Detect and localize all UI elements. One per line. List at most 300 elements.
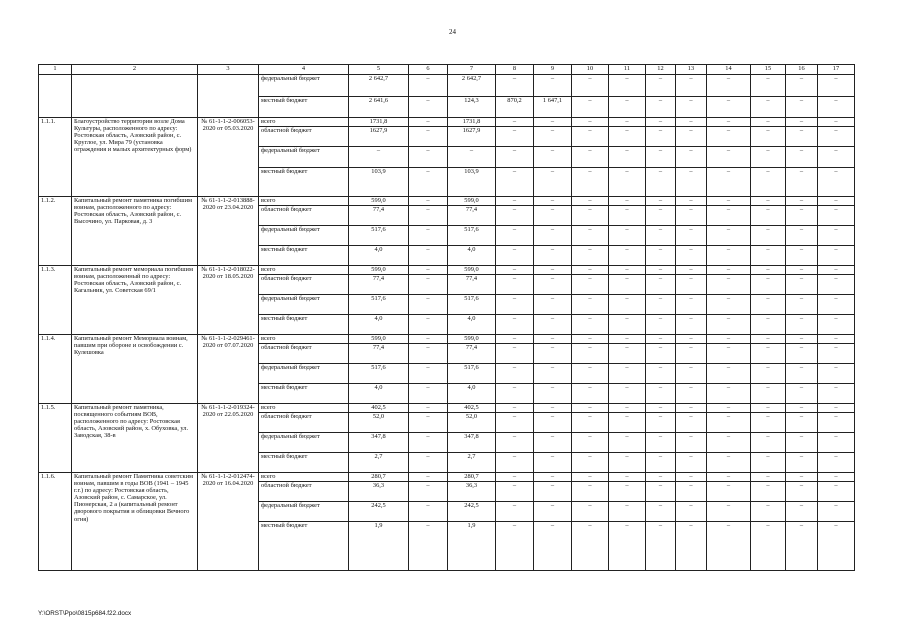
value-col-7: 599,0 [448,197,496,206]
value-col-13: – [676,453,707,473]
value-col-10: – [572,206,609,226]
value-col-15: – [751,522,786,571]
value-col-11: – [609,502,646,522]
value-col-10: – [572,275,609,295]
value-col-9: – [534,384,572,404]
value-col-9: – [534,168,572,197]
value-col-11: – [609,275,646,295]
value-col-15: – [751,147,786,168]
value-col-5: 599,0 [349,335,409,344]
value-col-17: – [818,502,855,522]
value-col-9: – [534,127,572,147]
value-col-5: – [349,147,409,168]
value-col-7: 36,3 [448,482,496,502]
value-col-16: – [786,147,818,168]
value-col-12: – [646,168,676,197]
value-col-7: 280,7 [448,473,496,482]
value-col-5: 77,4 [349,206,409,226]
value-col-15: – [751,482,786,502]
value-col-11: – [609,295,646,315]
value-col-16: – [786,364,818,384]
funding-source: всего [259,473,349,482]
value-col-5: 242,5 [349,502,409,522]
value-col-11: – [609,168,646,197]
value-col-17: – [818,453,855,473]
table-row [39,197,855,206]
item-name: Капитальный ремонт памятника, посвященного событиям ВОВ, расположенного по адресу: Ростовская область, Азовский район, х. Обуховка, ул. Заводская, 38-в [72,404,198,473]
value-col-9: – [534,147,572,168]
value-col-16: – [786,197,818,206]
item-code: 1.1.4. [39,335,72,404]
page-number: 24 [449,28,456,36]
value-col-15: – [751,413,786,433]
value-col-8: – [496,226,534,246]
value-col-15: – [751,118,786,127]
value-col-6: – [409,147,448,168]
value-col-12: – [646,127,676,147]
value-col-8: – [496,147,534,168]
value-col-5: 52,0 [349,413,409,433]
funding-source: местный бюджет [259,384,349,404]
item-name [72,75,198,118]
item-name: Благоустройство территории возле Дома Культуры, расположенного по адресу: Ростовская область, Азовский район, с. Круглое, ул. Мира 79 (установка ограждения и малых архитектурных форм) [72,118,198,197]
value-col-15: – [751,206,786,226]
value-col-17: – [818,295,855,315]
value-col-6: – [409,413,448,433]
value-col-14: – [707,266,751,275]
value-col-16: – [786,482,818,502]
value-col-6: – [409,384,448,404]
item-code: 1.1.2. [39,197,72,266]
value-col-5: 77,4 [349,275,409,295]
value-col-9: – [534,295,572,315]
value-col-8: – [496,275,534,295]
value-col-7: 124,3 [448,97,496,118]
value-col-8: – [496,246,534,266]
value-col-9: – [534,433,572,453]
value-col-6: – [409,315,448,335]
value-col-8: 870,2 [496,97,534,118]
value-col-8: – [496,502,534,522]
value-col-8: – [496,384,534,404]
value-col-9: – [534,246,572,266]
value-col-11: – [609,197,646,206]
value-col-10: – [572,522,609,571]
value-col-11: – [609,433,646,453]
value-col-9: – [534,522,572,571]
value-col-15: – [751,266,786,275]
value-col-13: – [676,335,707,344]
value-col-14: – [707,502,751,522]
value-col-10: – [572,384,609,404]
value-col-5: 4,0 [349,315,409,335]
value-col-6: – [409,275,448,295]
table-row [39,404,855,413]
value-col-17: – [818,413,855,433]
value-col-15: – [751,453,786,473]
column-header-17: 17 [818,65,855,75]
value-col-7: 103,9 [448,168,496,197]
value-col-17: – [818,75,855,97]
value-col-11: – [609,473,646,482]
value-col-15: – [751,315,786,335]
value-col-16: – [786,168,818,197]
value-col-13: – [676,168,707,197]
value-col-9: – [534,502,572,522]
value-col-16: – [786,315,818,335]
funding-source: местный бюджет [259,453,349,473]
funding-source: областной бюджет [259,206,349,226]
column-header-13: 13 [676,65,707,75]
value-col-10: – [572,147,609,168]
value-col-5: 1627,9 [349,127,409,147]
value-col-8: – [496,413,534,433]
value-col-6: – [409,502,448,522]
value-col-17: – [818,118,855,127]
value-col-10: – [572,315,609,335]
value-col-7: 2,7 [448,453,496,473]
value-col-7: 517,6 [448,226,496,246]
funding-source: всего [259,404,349,413]
column-header-7: 7 [448,65,496,75]
value-col-11: – [609,97,646,118]
value-col-16: – [786,118,818,127]
value-col-13: – [676,413,707,433]
value-col-7: 4,0 [448,315,496,335]
value-col-15: – [751,473,786,482]
value-col-7: 1627,9 [448,127,496,147]
value-col-11: – [609,335,646,344]
value-col-12: – [646,433,676,453]
value-col-13: – [676,75,707,97]
value-col-16: – [786,404,818,413]
value-col-13: – [676,364,707,384]
value-col-10: – [572,335,609,344]
value-col-12: – [646,75,676,97]
value-col-6: – [409,344,448,364]
value-col-10: – [572,404,609,413]
value-col-13: – [676,118,707,127]
value-col-9: – [534,206,572,226]
value-col-16: – [786,433,818,453]
value-col-10: – [572,364,609,384]
value-col-14: – [707,404,751,413]
value-col-17: – [818,335,855,344]
value-col-12: – [646,344,676,364]
value-col-9: – [534,275,572,295]
value-col-8: – [496,364,534,384]
value-col-5: 599,0 [349,197,409,206]
item-code: 1.1.6. [39,473,72,571]
value-col-5: 599,0 [349,266,409,275]
funding-source: всего [259,335,349,344]
value-col-13: – [676,97,707,118]
value-col-5: 2 642,7 [349,75,409,97]
item-document: № 61-1-1-2-012474-2020 от 16.04.2020 [198,473,259,571]
value-col-6: – [409,168,448,197]
value-col-10: – [572,453,609,473]
value-col-8: – [496,127,534,147]
funding-source: федеральный бюджет [259,364,349,384]
item-document: № 61-1-1-2-019324-2020 от 22.05.2020 [198,404,259,473]
value-col-7: 517,6 [448,295,496,315]
value-col-15: – [751,75,786,97]
item-document: № 61-1-1-2-029461-2020 от 07.07.2020 [198,335,259,404]
value-col-17: – [818,127,855,147]
value-col-8: – [496,335,534,344]
column-header-15: 15 [751,65,786,75]
funding-source: местный бюджет [259,315,349,335]
value-col-11: – [609,127,646,147]
value-col-16: – [786,275,818,295]
value-col-6: – [409,404,448,413]
value-col-16: – [786,266,818,275]
column-header-9: 9 [534,65,572,75]
value-col-9: – [534,266,572,275]
value-col-14: – [707,197,751,206]
value-col-6: – [409,433,448,453]
value-col-10: – [572,413,609,433]
item-name: Капитальный ремонт Памятника советским воинам, павшим в годы ВОВ (1941 – 1945 г.г.) по адресу: Ростовская область, Азовский район, с. Самарское, ул. Пионерская, 2 а (капитальный ремонт дворового покрытия и облицовки Вечного огня) [72,473,198,571]
value-col-15: – [751,404,786,413]
value-col-14: – [707,384,751,404]
value-col-11: – [609,522,646,571]
value-col-10: – [572,344,609,364]
value-col-15: – [751,364,786,384]
value-col-9: 1 647,1 [534,97,572,118]
item-name: Капитальный ремонт памятника погибшим воинам, расположенного по адресу: Ростовская область, Азовский район, с. Высочино, ул. Парковая, д. 3 [72,197,198,266]
value-col-9: – [534,118,572,127]
value-col-12: – [646,335,676,344]
value-col-14: – [707,433,751,453]
value-col-13: – [676,266,707,275]
value-col-17: – [818,246,855,266]
column-header-3: 3 [198,65,259,75]
value-col-9: – [534,344,572,364]
value-col-9: – [534,335,572,344]
value-col-13: – [676,315,707,335]
value-col-10: – [572,266,609,275]
value-col-16: – [786,335,818,344]
value-col-5: 402,5 [349,404,409,413]
funding-source: всего [259,118,349,127]
value-col-8: – [496,295,534,315]
value-col-7: 599,0 [448,266,496,275]
value-col-12: – [646,147,676,168]
value-col-13: – [676,206,707,226]
value-col-14: – [707,206,751,226]
value-col-16: – [786,413,818,433]
table-row [39,473,855,482]
table-row [39,118,855,127]
value-col-13: – [676,295,707,315]
value-col-14: – [707,118,751,127]
value-col-11: – [609,413,646,433]
table-row [39,75,855,97]
value-col-7: 242,5 [448,502,496,522]
value-col-12: – [646,404,676,413]
value-col-8: – [496,473,534,482]
value-col-17: – [818,226,855,246]
value-col-10: – [572,75,609,97]
value-col-12: – [646,226,676,246]
value-col-8: – [496,75,534,97]
value-col-15: – [751,246,786,266]
value-col-10: – [572,118,609,127]
value-col-12: – [646,453,676,473]
value-col-14: – [707,364,751,384]
value-col-11: – [609,453,646,473]
value-col-10: – [572,482,609,502]
value-col-17: – [818,433,855,453]
value-col-13: – [676,344,707,364]
funding-source: областной бюджет [259,127,349,147]
value-col-8: – [496,404,534,413]
item-name: Капитальный ремонт мемориала погибшим воинам, расположенный по адресу: Ростовская область, Азовский район, с. Кагальник, ул. Советская 69/1 [72,266,198,335]
value-col-13: – [676,127,707,147]
value-col-12: – [646,97,676,118]
value-col-16: – [786,226,818,246]
value-col-8: – [496,482,534,502]
value-col-10: – [572,226,609,246]
value-col-9: – [534,413,572,433]
value-col-11: – [609,364,646,384]
item-name: Капитальный ремонт Мемориала воинам, павшим при обороне и освобождении с. Кулешовка [72,335,198,404]
value-col-12: – [646,246,676,266]
value-col-16: – [786,473,818,482]
value-col-5: 517,6 [349,364,409,384]
column-header-4: 4 [259,65,349,75]
funding-source: местный бюджет [259,168,349,197]
value-col-17: – [818,384,855,404]
budget-table [38,64,855,571]
funding-source: федеральный бюджет [259,502,349,522]
value-col-10: – [572,168,609,197]
value-col-17: – [818,482,855,502]
value-col-6: – [409,127,448,147]
funding-source: всего [259,266,349,275]
value-col-5: 1731,8 [349,118,409,127]
value-col-14: – [707,246,751,266]
value-col-17: – [818,315,855,335]
value-col-17: – [818,364,855,384]
funding-source: федеральный бюджет [259,147,349,168]
value-col-7: 4,0 [448,246,496,266]
value-col-6: – [409,75,448,97]
value-col-13: – [676,275,707,295]
value-col-6: – [409,266,448,275]
value-col-11: – [609,75,646,97]
value-col-14: – [707,413,751,433]
value-col-14: – [707,147,751,168]
value-col-10: – [572,127,609,147]
funding-source: всего [259,197,349,206]
value-col-7: 77,4 [448,206,496,226]
value-col-13: – [676,404,707,413]
value-col-15: – [751,295,786,315]
funding-source: федеральный бюджет [259,433,349,453]
column-header-14: 14 [707,65,751,75]
value-col-16: – [786,75,818,97]
value-col-9: – [534,364,572,384]
item-document [198,75,259,118]
value-col-11: – [609,266,646,275]
value-col-17: – [818,206,855,226]
value-col-13: – [676,147,707,168]
value-col-7: 77,4 [448,275,496,295]
item-code: 1.1.3. [39,266,72,335]
value-col-12: – [646,364,676,384]
value-col-14: – [707,97,751,118]
value-col-5: 347,8 [349,433,409,453]
value-col-16: – [786,453,818,473]
value-col-9: – [534,75,572,97]
value-col-12: – [646,384,676,404]
value-col-5: 4,0 [349,246,409,266]
value-col-17: – [818,473,855,482]
value-col-13: – [676,433,707,453]
value-col-16: – [786,97,818,118]
value-col-12: – [646,275,676,295]
value-col-8: – [496,344,534,364]
value-col-7: 402,5 [448,404,496,413]
value-col-11: – [609,226,646,246]
column-header-16: 16 [786,65,818,75]
value-col-15: – [751,127,786,147]
value-col-6: – [409,453,448,473]
value-col-8: – [496,522,534,571]
value-col-14: – [707,453,751,473]
value-col-16: – [786,127,818,147]
value-col-14: – [707,473,751,482]
value-col-5: 2,7 [349,453,409,473]
column-header-5: 5 [349,65,409,75]
value-col-8: – [496,206,534,226]
value-col-15: – [751,344,786,364]
item-document: № 61-1-1-2-013888-2020 от 23.04.2020 [198,197,259,266]
value-col-11: – [609,384,646,404]
value-col-13: – [676,522,707,571]
value-col-11: – [609,118,646,127]
value-col-12: – [646,206,676,226]
value-col-12: – [646,197,676,206]
table-row [39,266,855,275]
funding-source: местный бюджет [259,97,349,118]
item-code: 1.1.5. [39,404,72,473]
value-col-10: – [572,433,609,453]
item-code [39,75,72,118]
value-col-7: – [448,147,496,168]
column-header-1: 1 [39,65,72,75]
value-col-11: – [609,147,646,168]
value-col-7: 1731,8 [448,118,496,127]
funding-source: областной бюджет [259,275,349,295]
value-col-17: – [818,266,855,275]
value-col-11: – [609,344,646,364]
value-col-17: – [818,522,855,571]
value-col-17: – [818,168,855,197]
value-col-15: – [751,275,786,295]
funding-source: федеральный бюджет [259,75,349,97]
value-col-12: – [646,482,676,502]
value-col-17: – [818,147,855,168]
value-col-17: – [818,197,855,206]
value-col-15: – [751,335,786,344]
value-col-16: – [786,295,818,315]
value-col-16: – [786,246,818,266]
value-col-12: – [646,473,676,482]
value-col-9: – [534,453,572,473]
